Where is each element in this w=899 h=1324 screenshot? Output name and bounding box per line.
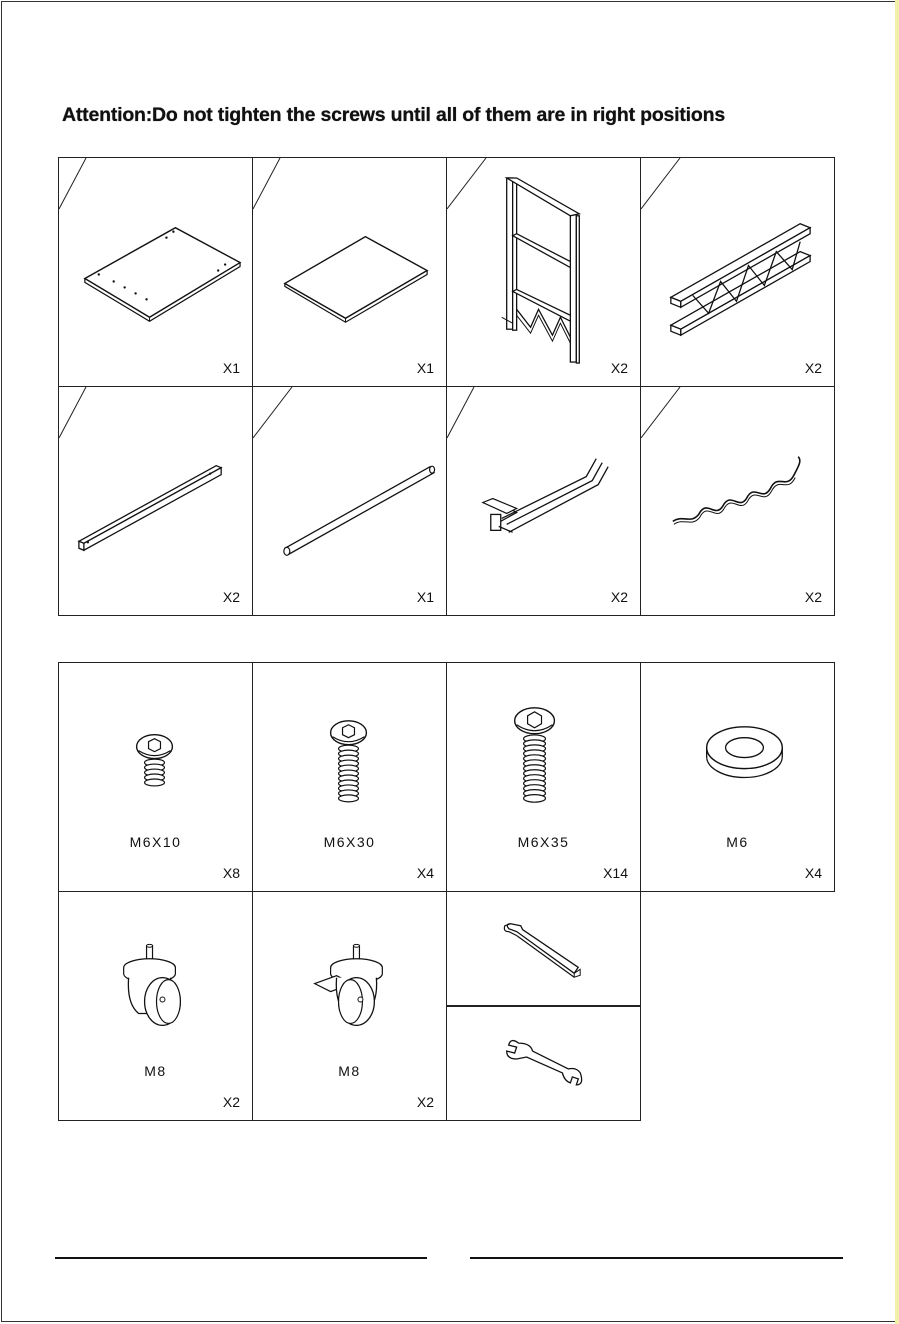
hardware-size: M8 [338, 1063, 361, 1079]
part-qty: X1 [416, 589, 434, 605]
hardware-size: M6X30 [323, 834, 376, 850]
part-cell-cable-spring [641, 387, 835, 616]
shelf-board-icon [253, 158, 446, 386]
hardware-cell-m6x30 [253, 663, 447, 892]
cable-spring-icon [641, 387, 834, 615]
part-cell-square-bar [59, 387, 253, 616]
hardware-grid [58, 662, 835, 1121]
side-frame-icon [447, 158, 640, 386]
screw-m6x30-icon [253, 663, 446, 891]
washer-icon [641, 663, 834, 891]
footer-rule-left [55, 1257, 427, 1259]
empty-cell [641, 892, 835, 1121]
part-cell-round-rod [253, 387, 447, 616]
hardware-cell-m6x10 [59, 663, 253, 892]
screw-m6x35-icon [447, 663, 640, 891]
hardware-qty: X2 [222, 1094, 240, 1110]
hardware-size: M6X10 [129, 834, 182, 850]
part-qty: X2 [610, 589, 628, 605]
square-bar-icon [59, 387, 252, 615]
part-qty: X2 [804, 360, 822, 376]
part-qty: X1 [416, 360, 434, 376]
hardware-cell-m6x35 [447, 663, 641, 892]
parts-grid [58, 157, 835, 616]
allen-key-icon [447, 892, 640, 1005]
part-cell-shelf-board [253, 158, 447, 387]
part-qty: X2 [804, 589, 822, 605]
part-cell-truss-beam [641, 158, 835, 387]
hook-bracket-icon [447, 387, 640, 615]
wrench-icon [447, 1007, 640, 1120]
hardware-size: M6X35 [517, 834, 570, 850]
desk-top-panel-icon [59, 158, 252, 386]
part-cell-desk-top [59, 158, 253, 387]
footer-rule-right [470, 1257, 843, 1259]
round-rod-icon [253, 387, 446, 615]
caster-icon [59, 892, 252, 1120]
part-qty: X1 [222, 360, 240, 376]
hardware-cell-caster [59, 892, 253, 1121]
hardware-qty: X14 [603, 865, 628, 881]
tools-cell [447, 892, 641, 1121]
hardware-size: M6 [726, 834, 749, 850]
page-title: Attention:Do not tighten the screws until all of them are in right positions [62, 104, 725, 126]
hardware-qty: X4 [416, 865, 434, 881]
screw-m6x10-icon [59, 663, 252, 891]
part-cell-side-frame [447, 158, 641, 387]
hardware-cell-washer [641, 663, 835, 892]
allen-key-cell [447, 892, 640, 1007]
wrench-cell [447, 1007, 640, 1120]
hardware-qty: X2 [416, 1094, 434, 1110]
page-edge [895, 0, 899, 1324]
part-qty: X2 [610, 360, 628, 376]
hardware-cell-locking-caster [253, 892, 447, 1121]
hardware-qty: X4 [804, 865, 822, 881]
part-cell-hook-bracket [447, 387, 641, 616]
truss-beam-icon [641, 158, 834, 386]
locking-caster-icon [253, 892, 446, 1120]
part-qty: X2 [222, 589, 240, 605]
hardware-qty: X8 [222, 865, 240, 881]
hardware-size: M8 [144, 1063, 167, 1079]
